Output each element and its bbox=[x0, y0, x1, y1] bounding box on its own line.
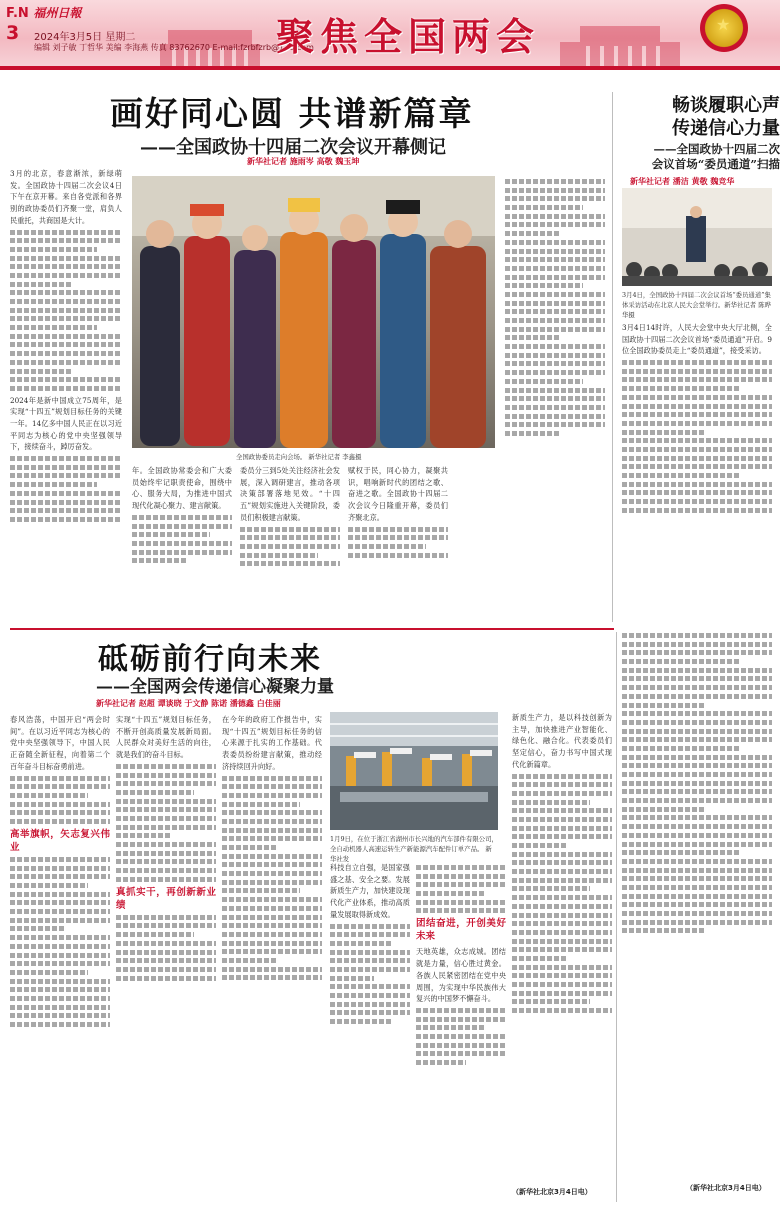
column-divider bbox=[616, 632, 617, 1202]
second-col6-text: 新质生产力，是以科技创新为主导，加快推进产业智能化、绿色化、融合化。代表委员们坚定信心，奋力书写中国式现代化新篇章。 bbox=[512, 713, 612, 769]
side-credit: （新华社北京3月4日电） bbox=[686, 1184, 766, 1192]
second-photo-caption: 1月9日，在位于浙江省湖州市长兴地的汽车部件有限公司，全自动机器人高速运转生产新能源汽车配件订单产品。 新华社发 bbox=[330, 835, 498, 863]
second-col1-text: 春风浩荡，中国开启“两会时间”。在以习近平同志为核心的党中央坚强领导下，中国人民正奋随全新征程，向着第二个百年奋斗目标奋勇前进。 bbox=[10, 715, 110, 771]
press-photo bbox=[622, 188, 772, 286]
second-col3-text: 在今年的政府工作报告中，实现“十四五”规划目标任务的信心来源于扎实的工作基础。代表委员纷纷建言献策，推动经济持续回升向好。 bbox=[222, 715, 322, 771]
factory-robots-photo bbox=[330, 712, 498, 830]
second-col4-text: 科技自立自强，是国家强盛之基、安全之要。发展新质生产力，加快建设现代化产业体系，推动高质量发展取得新成效。 bbox=[330, 863, 410, 919]
banner-rule bbox=[0, 66, 780, 70]
side-subhead: ——全国政协十四届二次 会议首场“委员通道”扫描 bbox=[651, 142, 780, 171]
lead-subhead: ——全国政协十四届二次会议开幕侧记 bbox=[140, 137, 446, 158]
side-photo-press bbox=[622, 188, 772, 286]
second-subhead-2: 真抓实干，再创新新业绩 bbox=[116, 886, 216, 911]
second-subhead-3: 团结奋进，开创美好未来 bbox=[416, 918, 506, 943]
section-divider bbox=[10, 628, 614, 630]
lead-column-1 bbox=[10, 168, 122, 623]
editor-credits: 编辑 刘子敏 丁哲华 美编 李海燕 传真 83762670 E-mail:fzrbfzrb@126.com bbox=[34, 43, 314, 52]
delegates-photo bbox=[132, 176, 495, 448]
second-col5-text: 天地英雄，众志成城。团结就是力量，信心胜过黄金。各族人民紧密团结在党中央周围，为实现中华民族伟大复兴的中国梦不懈奋斗。 bbox=[416, 947, 506, 1004]
lead-column-4 bbox=[240, 465, 340, 623]
great-hall-illustration bbox=[160, 14, 260, 66]
side-photo-caption: 3月4日，全国政协十四届二次会议首场“委员通道”集体采访活动在北京人民大会堂举行。新华社记者 陈晔华摄 bbox=[622, 291, 772, 319]
page-number: 3 bbox=[6, 22, 20, 44]
section-title: 聚焦全国两会 bbox=[276, 14, 541, 59]
second-subhead: ——全国两会传递信心凝聚力量 bbox=[96, 677, 334, 697]
side-column-continued bbox=[622, 630, 772, 1170]
second-photo-factory bbox=[330, 712, 498, 830]
lead-col2-text: 2024年是新中国成立75周年，是实现“十四五”规划目标任务的关键一年。14亿多中国人民正在以习近平同志为核心的党中央坚强领导下，接续奋斗，踔厉奋发。 bbox=[10, 395, 122, 452]
side-intro-text: 3月4日14时许，人民大会堂中央大厅北侧，全国政协十四届二次会议首场“委员通道”开启。9位全国政协委员走上“委员通道”，接受采访。 bbox=[622, 323, 772, 356]
second-column-2 bbox=[116, 714, 216, 1204]
great-hall-illustration bbox=[560, 14, 680, 66]
second-column-5 bbox=[416, 862, 506, 1204]
newspaper-logo: F.N 福州日報 bbox=[6, 6, 82, 21]
lead-byline: 新华社记者 施雨岑 高敬 魏玉坤 bbox=[247, 157, 360, 166]
page-banner bbox=[0, 0, 780, 70]
lead-photo-caption: 全国政协委员走向会场。 新华社记者 李鑫摄 bbox=[236, 453, 362, 461]
second-column-1 bbox=[10, 714, 110, 1204]
lead-col5-text: 赋权于民，同心协力，凝聚共识，唱响新时代的团结之歌、奋进之歌。全国政协十四届二次会议今日隆重开幕，委员们齐聚北京。 bbox=[348, 466, 448, 522]
second-column-4 bbox=[330, 862, 410, 1204]
lead-column-5 bbox=[348, 465, 448, 623]
side-column bbox=[622, 322, 772, 622]
lead-column-3 bbox=[132, 465, 232, 623]
second-col2-text: 实现“十四五”规划目标任务，不断开创高质量发展新局面。人民群众对美好生活的向往，就是我们的奋斗目标。 bbox=[116, 715, 216, 760]
second-byline: 新华社记者 赵超 谭谈晓 于文静 陈诺 潘德鑫 白佳丽 bbox=[96, 699, 281, 708]
second-column-3 bbox=[222, 714, 322, 1204]
second-subhead-1: 高举旗帜，矢志复兴伟业 bbox=[10, 828, 110, 853]
lead-headline: 画好同心圆 共谱新篇章 bbox=[110, 94, 474, 133]
lead-column-6 bbox=[505, 176, 605, 623]
lead-col4-text: 委员分三到5处关注经济社会发展，深入调研建言，推动各项决策部署落地见效。“十四五”规划实施进入关键阶段，委员们积极建言献策。 bbox=[240, 466, 340, 522]
second-headline: 砥砺前行向未来 bbox=[98, 642, 322, 677]
lead-col1-text: 3月的北京，春意渐浓，新绿萌发。全国政协十四届二次会议4日下午在京开幕。来自各党派和各界别的政协委员们齐聚一堂，肩负人民重托，共商国是大计。 bbox=[10, 169, 122, 225]
star-icon: ★ bbox=[716, 15, 731, 34]
second-column-6 bbox=[512, 712, 612, 1180]
lead-col3-text: 年。全国政协常委会和广大委员始终牢记职责使命，围绕中心、服务大局，为推进中国式现代化凝心聚力、建言献策。 bbox=[132, 466, 232, 511]
second-credit: （新华社北京3月4日电） bbox=[512, 1188, 592, 1196]
issue-date: 2024年3月5日 星期二 bbox=[34, 32, 136, 43]
lead-photo-delegates bbox=[132, 176, 495, 448]
side-byline: 新华社记者 潘洁 黄敬 魏竞华 bbox=[630, 177, 735, 186]
side-headline: 畅谈履职心声 传递信心力量 bbox=[672, 95, 780, 139]
